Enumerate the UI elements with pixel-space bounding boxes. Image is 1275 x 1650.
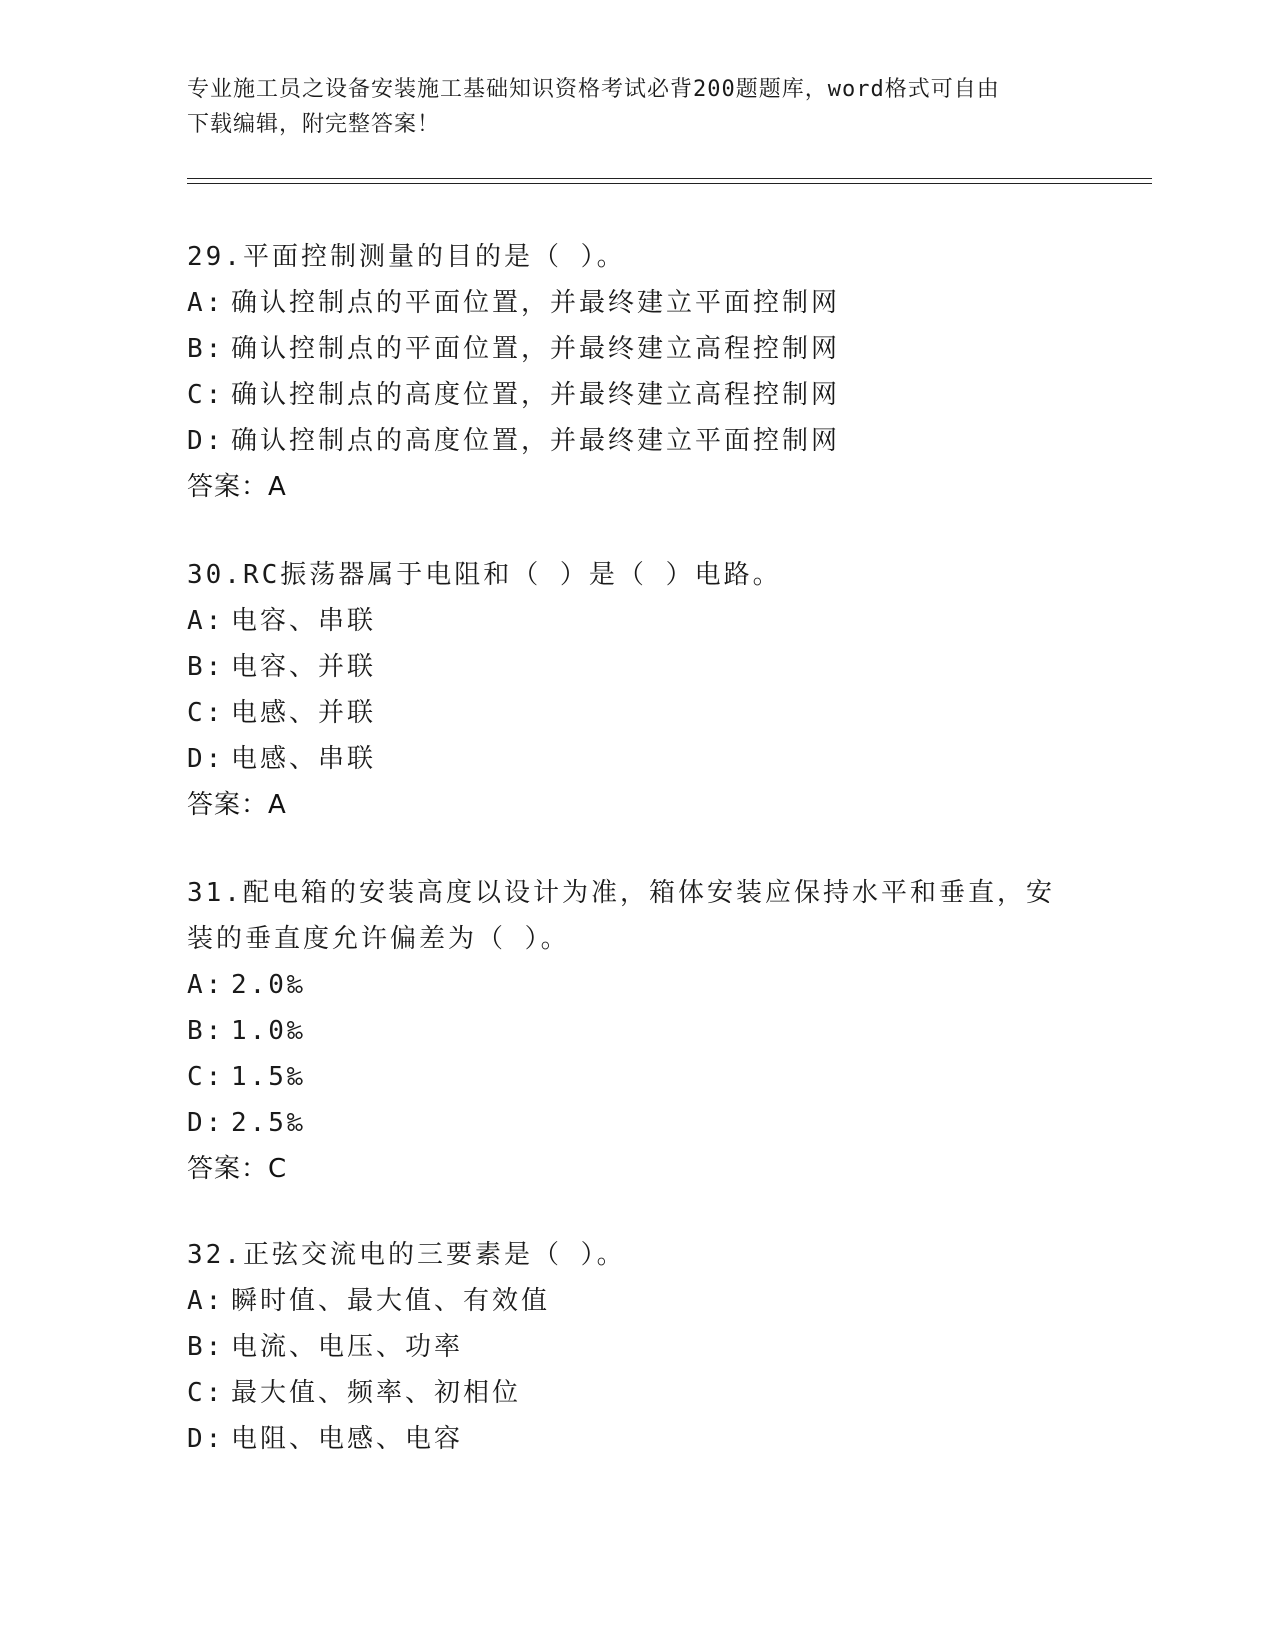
option-c xyxy=(187,1054,1087,1100)
option-c xyxy=(187,690,1087,736)
option-d xyxy=(187,418,1087,464)
option-text: 电容、并联 xyxy=(231,652,377,682)
option-d xyxy=(187,1100,1087,1146)
question-32 xyxy=(187,1232,1087,1462)
option-letter: B: xyxy=(187,652,225,682)
header-line-2: 下载编辑，附完整答案！ xyxy=(187,112,441,137)
option-letter: B: xyxy=(187,1332,225,1362)
option-letter: A: xyxy=(187,606,225,636)
option-c xyxy=(187,372,1087,418)
option-letter: C: xyxy=(187,1062,225,1092)
option-text: 最大值、频率、初相位 xyxy=(231,1378,522,1408)
option-b xyxy=(187,1324,1087,1370)
option-letter: B: xyxy=(187,334,225,364)
header-divider-bottom xyxy=(187,183,1152,184)
option-text: 电阻、电感、电容 xyxy=(231,1424,464,1454)
answer-line: 答案：C xyxy=(187,1154,288,1184)
answer-line: 答案：A xyxy=(187,472,287,502)
option-a xyxy=(187,1278,1087,1324)
option-a xyxy=(187,962,1087,1008)
option-text: 电容、串联 xyxy=(231,606,377,636)
option-letter: C: xyxy=(187,1378,225,1408)
question-stem: 30.RC振荡器属于电阻和（ ）是（ ）电路。 xyxy=(187,560,782,590)
question-30 xyxy=(187,552,1087,828)
option-b xyxy=(187,644,1087,690)
option-text: 确认控制点的平面位置，并最终建立平面控制网 xyxy=(231,288,841,318)
option-text: 2.0‰ xyxy=(231,970,306,1000)
option-letter: C: xyxy=(187,698,225,728)
answer-line: 答案：A xyxy=(187,790,287,820)
option-d xyxy=(187,736,1087,782)
option-c xyxy=(187,1370,1087,1416)
header-divider-top xyxy=(187,178,1152,179)
option-text: 1.0‰ xyxy=(231,1016,306,1046)
option-text: 电感、串联 xyxy=(231,744,377,774)
option-letter: D: xyxy=(187,1108,225,1138)
document-header xyxy=(187,72,1067,142)
option-text: 电感、并联 xyxy=(231,698,377,728)
option-a xyxy=(187,598,1087,644)
option-letter: D: xyxy=(187,744,225,774)
option-a xyxy=(187,280,1087,326)
option-text: 电流、电压、功率 xyxy=(231,1332,464,1362)
option-letter: D: xyxy=(187,1424,225,1454)
option-letter: C: xyxy=(187,380,225,410)
question-29 xyxy=(187,234,1087,510)
option-b xyxy=(187,1008,1087,1054)
question-stem: 29.平面控制测量的目的是（ ）。 xyxy=(187,242,626,272)
option-b xyxy=(187,326,1087,372)
header-line-1: 专业施工员之设备安装施工基础知识资格考试必背200题题库，word格式可自由 xyxy=(187,77,1000,102)
question-31 xyxy=(187,870,1087,1192)
option-letter: A: xyxy=(187,970,225,1000)
option-d xyxy=(187,1416,1087,1462)
question-stem: 32.正弦交流电的三要素是（ ）。 xyxy=(187,1240,626,1270)
option-letter: D: xyxy=(187,426,225,456)
option-text: 确认控制点的高度位置，并最终建立平面控制网 xyxy=(231,426,841,456)
option-text: 确认控制点的平面位置，并最终建立高程控制网 xyxy=(231,334,841,364)
option-text: 确认控制点的高度位置，并最终建立高程控制网 xyxy=(231,380,841,410)
option-text: 2.5‰ xyxy=(231,1108,306,1138)
option-letter: A: xyxy=(187,1286,225,1316)
option-letter: B: xyxy=(187,1016,225,1046)
question-stem: 31.配电箱的安装高度以设计为准，箱体安装应保持水平和垂直，安装的垂直度允许偏差为（ ）。 xyxy=(187,878,1055,954)
option-letter: A: xyxy=(187,288,225,318)
option-text: 瞬时值、最大值、有效值 xyxy=(231,1286,551,1316)
option-text: 1.5‰ xyxy=(231,1062,306,1092)
